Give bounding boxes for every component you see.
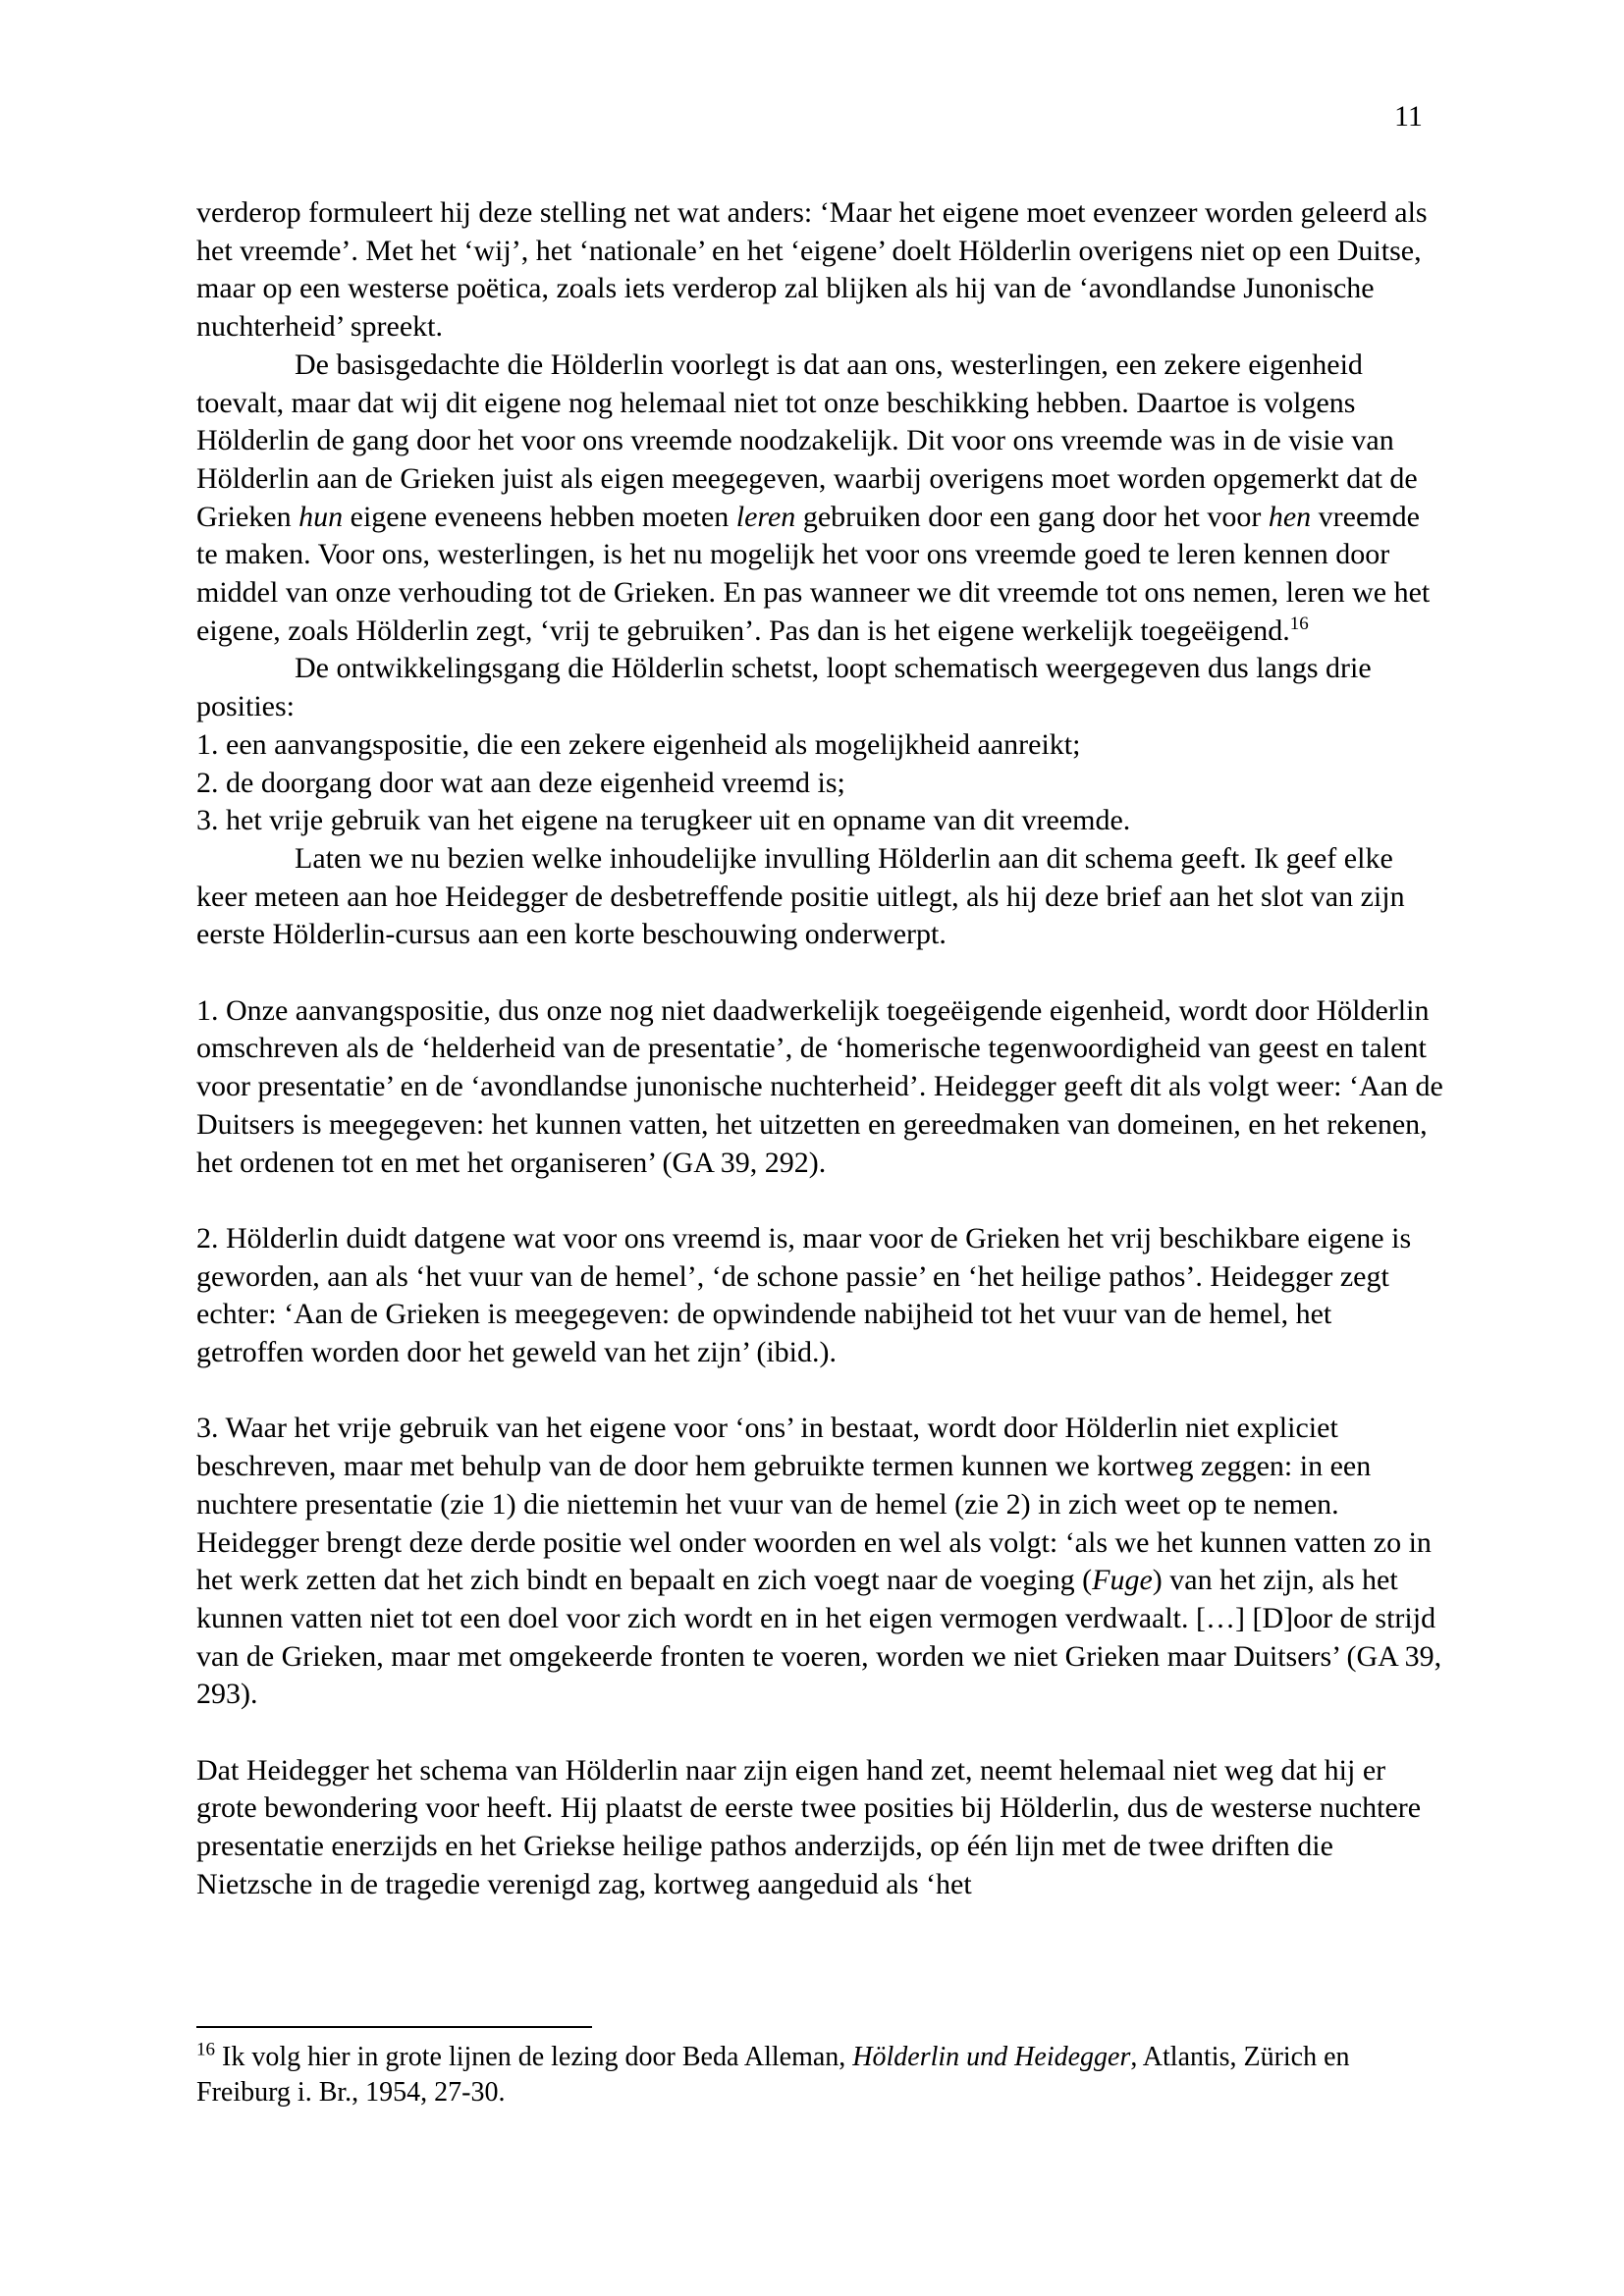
footnote-text xyxy=(196,2040,1443,2110)
paragraph xyxy=(196,1752,1443,1904)
text-run: 3. het vrije gebruik van het eigene na terugkeer uit en opname van dit vreemde. xyxy=(196,804,1131,837)
text-run: , Atlantis, Zürich en Freiburg i. Br., 1954, 27-30. xyxy=(196,2042,1350,2108)
italic-text: Fuge xyxy=(1092,1564,1153,1597)
text-run: 3. Waar het vrije gebruik van het eigene voor ‘ons’ in bestaat, wordt door Hölderlin niet expliciet beschreven, maar met behulp van de door hem gebruikte termen kunnen we kortweg zeggen: in een nuchtere presentatie (zie 1) die niettemin het vuur van de hemel (zie 2) in zich weet op te nemen. Heidegger brengt deze derde positie wel onder woorden en wel als volgt: ‘als we het kunnen vatten zo in het werk zetten dat het zich bindt en bepaalt en zich voegt naar de voeging ( xyxy=(196,1412,1432,1597)
text-run: Laten we nu bezien welke inhoudelijke invulling Hölderlin aan dit schema geeft. Ik geef elke keer meteen aan hoe Heidegger de desbetreffende positie uitlegt, als hij deze brief aan het slot van zijn eerste Hölderlin-cursus aan een korte beschouwing onderwerpt. xyxy=(196,841,1405,951)
page-number: 11 xyxy=(1394,100,1423,133)
paragraph xyxy=(196,1220,1443,1372)
paragraph xyxy=(196,650,1443,725)
text-run: ) van het zijn, als het kunnen vatten niet tot een doel voor zich wordt en in het eigen vermogen verdwaalt. […] [D]oor de strijd van de Grieken, maar met omgekeerde fronten te voeren, worden we niet Grieken maar Duitsers’ (GA 39, 293). xyxy=(196,1564,1442,1711)
text-run: verderop formuleert hij deze stelling net wat anders: ‘Maar het eigene moet evenzeer worden geleerd als het vreemde’. Met het ‘wij’, het ‘nationale’ en het ‘eigene’ doelt Hölderlin overigens niet op een Duitse, maar op een westerse poëtica, zoals iets verderop zal blijken als hij van de ‘avondlandse Junonische nuchterheid’ spreekt. xyxy=(196,196,1428,344)
body-text xyxy=(196,194,1443,1904)
text-run: Ik volg hier in grote lijnen de lezing door Beda Alleman, xyxy=(215,2042,853,2072)
text-run: De ontwikkelingsgang die Hölderlin schetst, loopt schematisch weergegeven dus langs drie posities: xyxy=(196,652,1372,723)
italic-text: hen xyxy=(1268,500,1312,533)
italic-text: Hölderlin und Heidegger xyxy=(852,2042,1131,2072)
footnote-marker: 16 xyxy=(1289,613,1309,634)
list-item xyxy=(196,765,1443,803)
footnote-marker: 16 xyxy=(196,2039,215,2060)
text-run: gebruiken door een gang door het voor xyxy=(795,500,1269,533)
list-item xyxy=(196,802,1443,840)
text-run: 1. Onze aanvangspositie, dus onze nog niet daadwerkelijk toegeëigende eigenheid, wordt door Hölderlin omschreven als de ‘helderheid van de presentatie’, de ‘homerische tegenwoordigheid van geest en talent voor presentatie’ en de ‘avondlandse junonische nuchterheid’. Heidegger geeft dit als volgt weer: ‘Aan de Duitsers is meegegeven: het kunnen vatten, het uitzetten en gereedmaken van domeinen, en het rekenen, het ordenen tot en met het organiseren’ (GA 39, 292). xyxy=(196,993,1443,1179)
footnote xyxy=(196,2040,1443,2110)
italic-text: hun xyxy=(298,500,344,533)
text-run: vreemde te maken. Voor ons, westerlingen, is het nu mogelijk het voor ons vreemde goed te leren kennen door middel van onze verhouding tot de Grieken. En pas wanneer we dit vreemde tot ons nemen, leren we het eigene, zoals Hölderlin zegt, ‘vrij te gebruiken’. Pas dan is het eigene werkelijk toegeëigend. xyxy=(196,500,1431,647)
text-run: De basisgedachte die Hölderlin voorlegt is dat aan ons, westerlingen, een zekere eigenheid toevalt, maar dat wij dit eigene nog helemaal niet tot onze beschikking hebben. Daartoe is volgens Hölderlin de gang door het voor ons vreemde noodzakelijk. Dit voor ons vreemde was in de visie van Hölderlin aan de Grieken juist als eigen meegegeven, waarbij overigens moet worden opgemerkt dat de Grieken xyxy=(196,347,1418,533)
italic-text: leren xyxy=(735,500,796,533)
paragraph xyxy=(196,992,1443,1183)
text-run: 2. Hölderlin duidt datgene wat voor ons vreemd is, maar voor de Grieken het vrij beschikbare eigene is geworden, aan als ‘het vuur van de hemel’, ‘de schone passie’ en ‘het heilige pathos’. Heidegger zegt echter: ‘Aan de Grieken is meegegeven: de opwindende nabijheid tot het vuur van de hemel, het getroffen worden door het geweld van het zijn’ (ibid.). xyxy=(196,1221,1412,1369)
text-run: Dat Heidegger het schema van Hölderlin naar zijn eigen hand zet, neemt helemaal niet weg dat hij er grote bewondering voor heeft. Hij plaatst de eerste twee posities bij Hölderlin, dus de westerse nuchtere presentatie enerzijds en het Griekse heilige pathos anderzijds, op één lijn met de twee driften die Nietzsche in de tragedie verenigd zag, kortweg aangeduid als ‘het xyxy=(196,1753,1422,1900)
footnote-separator xyxy=(196,2026,592,2028)
list-item xyxy=(196,726,1443,765)
paragraph xyxy=(196,347,1443,651)
paragraph xyxy=(196,194,1443,347)
text-run: 2. de doorgang door wat aan deze eigenheid vreemd is; xyxy=(196,766,845,799)
text-run: eigene eveneens hebben moeten xyxy=(343,500,736,533)
text-run: 1. een aanvangspositie, die een zekere eigenheid als mogelijkheid aanreikt; xyxy=(196,727,1081,761)
paragraph xyxy=(196,840,1443,954)
paragraph xyxy=(196,1410,1443,1714)
